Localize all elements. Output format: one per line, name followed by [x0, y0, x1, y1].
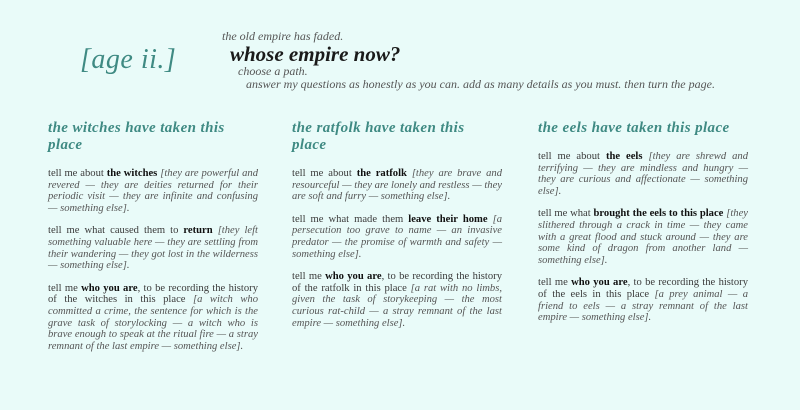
column-heading: the ratfolk have taken this place	[292, 120, 465, 153]
column-witches	[48, 120, 258, 363]
page-title: whose empire now?	[230, 42, 401, 66]
column-heading: the eels have taken this place	[538, 120, 730, 136]
prompt: tell me who you are, to be recording the history of the witches in this place [a witch who committed a crime, the sentence for which is the grave task of storylocking — a witch who is brave enough to speak at the ritual fire — a stray remnant of the last empire — something else].	[48, 282, 258, 352]
intro-faded-line: the old empire has faded.	[222, 29, 344, 43]
age-label: [age ii.]	[80, 44, 177, 75]
intro-block	[222, 30, 782, 91]
prompt: tell me about the eels [they are shrewd and terrifying — they are mindless and hungry — they are curious and affectionate — something else].	[538, 151, 748, 197]
intro-choose-line: choose a path.	[238, 64, 308, 78]
prompt: tell me who you are, to be recording the history of the ratfolk in this place [a rat with no limbs, given the task of storykeeping — the most curious rat-child — a stray remnant of the last empire — something else].	[292, 271, 502, 329]
prompt: tell me about the ratfolk [they are brave and resourceful — they are lonely and restless — they are soft and furry — something else].	[292, 168, 502, 203]
column-eels	[538, 120, 748, 335]
prompt: tell me what made them leave their home [a persecution too grave to name — an invasive predator — the promise of warmth and safety — something else].	[292, 213, 503, 260]
prompt: tell me about the witches [they are powerful and revered — they are deities returned for their periodic visit — they are infinite and confusing — something else].	[48, 168, 258, 214]
column-ratfolk	[292, 120, 502, 340]
prompt: tell me what brought the eels to this place [they slithered through a crack in time — they came with a great flood and stuck around — they are some kind of dragon from another land — something else].	[538, 208, 748, 266]
column-heading: the witches have taken this place	[48, 120, 225, 153]
intro-instructions: answer my questions as honestly as you can. add as many details as you must. then turn the page.	[246, 77, 715, 91]
prompt: tell me who you are, to be recording the history of the eels in this place [a prey animal — a friend to eels — a stray remnant of the last empire — something else].	[538, 277, 748, 324]
prompt: tell me what caused them to return [they left something valuable here — they are settling from their wandering — they got lost in the wilderness — something else].	[48, 225, 259, 272]
